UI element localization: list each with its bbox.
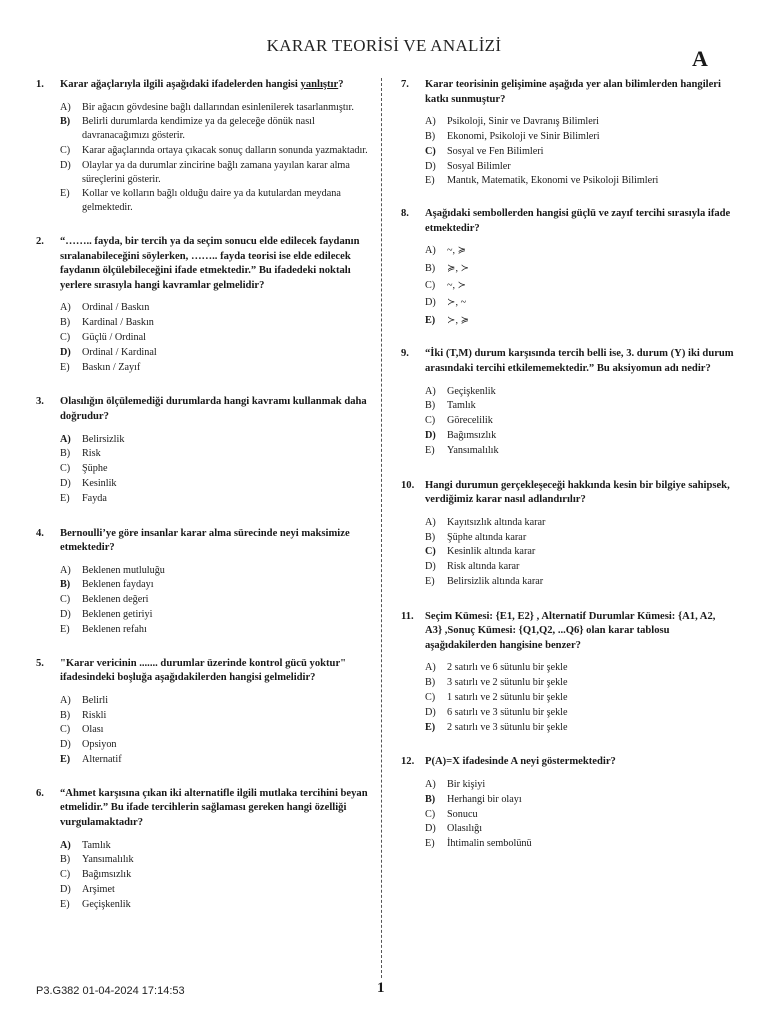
option-text: Baskın / Zayıf [82, 361, 141, 373]
option-text: Sosyal ve Fen Bilimleri [447, 145, 544, 157]
question-number: 4. [36, 527, 44, 539]
option-letter: E) [425, 575, 435, 587]
option-text: Riskli [82, 709, 107, 721]
option-letter: D) [60, 159, 71, 171]
answer-option [425, 721, 734, 735]
question-11 [401, 610, 734, 735]
option-text: Mantık, Matematik, Ekonomi ve Psikoloji Bilimleri [447, 175, 659, 187]
answer-option [425, 545, 734, 559]
question-number: 12. [401, 756, 415, 768]
answer-option [425, 691, 734, 705]
option-letter: B) [60, 854, 71, 866]
answer-options [60, 839, 369, 912]
answer-option [60, 898, 369, 912]
option-text: Geçişkenlik [82, 898, 131, 910]
answer-option [60, 564, 369, 578]
option-letter: E) [425, 444, 435, 456]
option-letter: A) [425, 245, 436, 257]
answer-option [425, 244, 734, 258]
question-5 [36, 657, 369, 767]
option-text: Tamlık [82, 839, 111, 851]
question-number: 1. [36, 79, 44, 90]
option-letter: C) [425, 692, 436, 704]
option-letter: D) [425, 160, 436, 172]
option-letter: A) [425, 385, 436, 397]
print-code: P3.G382 01-04-2024 17:14:53 [36, 985, 185, 997]
option-text: Psikoloji, Sinir ve Davranış Bilimleri [447, 116, 599, 128]
option-text: Güçlü / Ordinal [82, 331, 146, 343]
answer-option [60, 623, 369, 637]
option-text: Kayıtsızlık altında karar [447, 516, 546, 528]
option-text: Yansımalılık [447, 444, 499, 456]
answer-option [60, 709, 369, 723]
answer-option [425, 385, 734, 399]
option-letter: B) [425, 531, 436, 543]
page-number: 1 [377, 980, 385, 996]
answer-option [425, 808, 734, 822]
option-text: Kardinal / Baskın [82, 317, 154, 329]
answer-option [425, 296, 734, 310]
answer-option [425, 429, 734, 443]
answer-option [60, 447, 369, 461]
answer-option [425, 115, 734, 129]
option-text: Yansımalılık [82, 854, 134, 866]
option-letter: D) [425, 297, 436, 309]
exam-title: KARAR TEORİSİ VE ANALİZİ [266, 36, 502, 55]
question-number: 7. [401, 79, 409, 90]
option-text: Beklenen refahı [82, 623, 147, 635]
option-letter: C) [60, 463, 71, 475]
answer-options [425, 385, 734, 458]
option-text: Belirli durumlarda kendimize ya da geleceğe dönük nasıl davranacağımızı gösterir. [82, 116, 315, 142]
question-number: 6. [36, 787, 44, 799]
option-letter: C) [60, 144, 71, 156]
answer-option [425, 516, 734, 530]
answer-option [60, 477, 369, 491]
answer-option [425, 560, 734, 574]
option-text: Opsiyon [82, 739, 117, 751]
option-letter: E) [60, 361, 70, 373]
option-letter: E) [425, 721, 436, 733]
question-number: 9. [401, 348, 409, 360]
question-2 [36, 235, 369, 374]
question-stem: Seçim Kümesi: {E1, E2} , Alternatif Durumlar Kümesi: {A1, A2, A3} ,Sonuç Kümesi: {Q1,Q2, ...Q6} olan karar tablosu aşağıdakilerden hangisine benzer? [425, 610, 716, 651]
question-3 [36, 395, 369, 505]
answer-option [60, 462, 369, 476]
answer-option [60, 144, 369, 158]
answer-option [60, 593, 369, 607]
option-letter: B) [425, 262, 436, 274]
answer-option [425, 575, 734, 589]
option-text: Beklenen faydayı [82, 579, 154, 591]
question-number: 10. [401, 479, 415, 491]
answer-option [60, 316, 369, 330]
option-text: Ordinal / Baskın [82, 302, 150, 314]
option-letter: B) [60, 709, 71, 721]
option-letter: C) [425, 808, 436, 820]
option-letter: D) [425, 561, 436, 573]
option-text: Sonucu [447, 808, 478, 820]
option-text: Bir kişiyi [447, 779, 486, 791]
stem-text: Karar ağaçlarıyla ilgili aşağıdaki ifadelerden hangisi [60, 79, 301, 90]
question-7 [401, 78, 734, 188]
option-text: 6 satırlı ve 3 sütunlu bir şekle [447, 706, 568, 718]
option-text: Kollar ve kolların bağlı olduğu daire ya da kutulardan meydana gelmektedir. [82, 188, 341, 214]
option-letter: B) [425, 400, 436, 412]
column-divider [381, 78, 382, 978]
option-text: Ordinal / Kardinal [82, 346, 157, 358]
question-stem: “…….. fayda, bir tercih ya da seçim sonucu elde edilecek faydanın sıralanabileceğini söylerken, …….. fayda teorisi ise elde edilecek faydanın ölçülebileceğini ifade etmektedir.” Bu ifadedeki noktalı yerlere sırasıyla hangi kavramlar gelmelidir? [60, 235, 360, 291]
question-8 [401, 207, 734, 327]
option-text: Ekonomi, Psikoloji ve Sinir Bilimleri [447, 130, 600, 142]
answer-option [60, 187, 369, 215]
option-text: Tamlık [447, 400, 476, 412]
answer-option [60, 115, 369, 143]
option-text: ≽, ≻ [447, 262, 470, 274]
question-number: 5. [36, 657, 44, 669]
question-stem [60, 78, 369, 93]
option-letter: D) [425, 706, 436, 718]
answer-option [60, 101, 369, 115]
option-text: ~, ≽ [447, 245, 467, 257]
answer-option [60, 608, 369, 622]
answer-option [425, 414, 734, 428]
option-text: Kesinlik [82, 477, 117, 489]
question-12 [401, 755, 734, 851]
answer-options [60, 564, 369, 637]
option-letter: A) [60, 839, 71, 851]
option-letter: E) [425, 838, 435, 850]
option-letter: C) [60, 724, 71, 736]
option-text: Belirli [82, 694, 109, 706]
option-text: Olası [82, 724, 104, 736]
question-6 [36, 787, 369, 912]
answer-options [60, 433, 369, 506]
stem-underlined-word: yanlıştır [300, 79, 339, 90]
option-text: Belirsizlik [82, 433, 125, 445]
answer-option [425, 174, 734, 188]
option-letter: E) [60, 623, 70, 635]
option-text: Karar ağaçlarında ortaya çıkacak sonuç dalların sonunda yazmaktadır. [82, 144, 368, 156]
option-letter: E) [60, 898, 70, 910]
answer-option [60, 694, 369, 708]
option-text: 2 satırlı ve 3 sütunlu bir şekle [447, 721, 568, 733]
question-10 [401, 479, 734, 589]
option-text: Olasılığı [447, 823, 483, 835]
question-4 [36, 527, 369, 637]
option-text: 2 satırlı ve 6 sütunlu bir şekle [447, 662, 568, 674]
question-number: 8. [401, 208, 409, 220]
answer-option [425, 793, 734, 807]
option-text: Belirsizlik altında karar [447, 575, 544, 587]
option-text: Risk [82, 448, 101, 460]
option-text: 3 satırlı ve 2 sütunlu bir şekle [447, 677, 568, 689]
option-letter: C) [60, 869, 71, 881]
answer-options [425, 516, 734, 589]
option-text: Olaylar ya da durumlar zincirine bağlı zamana yayılan karar alma süreçlerini gösterir. [82, 159, 350, 185]
answer-options [425, 244, 734, 327]
option-letter: B) [60, 317, 71, 329]
option-text: Herhangi bir olayı [447, 793, 522, 805]
option-letter: E) [60, 188, 70, 200]
option-text: Şüphe altında karar [447, 531, 527, 543]
option-letter: B) [60, 116, 71, 128]
stem-punctuation: ? [338, 79, 344, 90]
option-letter: A) [60, 564, 71, 576]
answer-options [425, 661, 734, 734]
answer-option [425, 444, 734, 458]
option-letter: A) [425, 779, 436, 791]
question-stem: Hangi durumun gerçekleşeceği hakkında kesin bir bilgiye sahipsek, verdiğimiz karar nasıl adlandırılır? [425, 479, 730, 506]
answer-option [425, 706, 734, 720]
question-stem: Bernoulli’ye göre insanlar karar alma sürecinde neyi maksimize etmektedir? [60, 527, 350, 554]
option-letter: C) [425, 145, 436, 157]
option-letter: C) [60, 331, 71, 343]
answer-option [425, 160, 734, 174]
option-letter: B) [425, 793, 436, 805]
answer-option [425, 778, 734, 792]
option-letter: A) [60, 101, 71, 113]
answer-option [425, 145, 734, 159]
option-text: Sosyal Bilimler [447, 160, 511, 172]
option-letter: E) [425, 314, 436, 326]
option-text: Alternatif [82, 754, 122, 766]
left-column [36, 78, 369, 913]
answer-option [425, 531, 734, 545]
option-text: Beklenen getiriyi [82, 609, 153, 621]
option-text: Fayda [82, 492, 107, 504]
option-text: Bağımsızlık [82, 869, 132, 881]
option-letter: D) [425, 823, 436, 835]
answer-option [60, 883, 369, 897]
option-letter: D) [60, 477, 71, 489]
option-letter: C) [425, 415, 436, 427]
answer-option [60, 346, 369, 360]
answer-options [60, 694, 369, 767]
question-stem: “İki (T,M) durum karşısında tercih belli ise, 3. durum (Y) iki durum arasındaki tercihi etkilememektedir.” Bu aksiyomun adı nedir? [425, 348, 734, 374]
option-text: Beklenen değeri [82, 594, 149, 606]
answer-option [60, 433, 369, 447]
question-stem: Aşağıdaki sembollerden hangisi güçlü ve zayıf tercihi sırasıyla ifade etmektedir? [425, 208, 731, 234]
option-letter: B) [60, 448, 71, 460]
option-text: Görecelilik [447, 415, 493, 427]
right-column [401, 78, 734, 852]
question-9 [401, 347, 734, 457]
question-1 [36, 78, 369, 215]
answer-option [60, 839, 369, 853]
answer-option [425, 262, 734, 276]
option-text: Arşimet [82, 884, 115, 896]
option-letter: A) [60, 302, 71, 314]
question-stem: Karar teorisinin gelişimine aşağıda yer alan bilimlerden hangileri katkı sunmuştur? [425, 79, 721, 105]
option-text: ≻, ≽ [447, 314, 470, 326]
question-stem: Olasılığın ölçülemediği durumlarda hangi kavramı kullanmak daha doğrudur? [60, 396, 367, 422]
option-letter: B) [60, 579, 71, 591]
option-text: ≻, ~ [447, 297, 467, 309]
option-text: Risk altında karar [447, 561, 520, 573]
answer-option [425, 822, 734, 836]
option-letter: C) [425, 279, 436, 291]
option-letter: D) [60, 609, 71, 621]
answer-option [60, 753, 369, 767]
option-letter: A) [425, 116, 436, 128]
option-text: Bir ağacın gövdesine bağlı dallarından esinlenilerek tasarlanmıştır. [82, 101, 354, 113]
option-letter: A) [60, 433, 71, 445]
answer-option [425, 279, 734, 293]
option-letter: D) [60, 884, 71, 896]
question-stem: “Ahmet karşısına çıkan iki alternatifle ilgili mutlaka tercihini beyan etmelidir.” Bu ifade tercihlerin sağlaması gereken hangi özelliği vurgulamaktadır? [60, 787, 368, 829]
question-stem: "Karar vericinin ....... durumlar üzerinde kontrol gücü yoktur" ifadesindeki boşluğa aşağıdakilerden hangisi gelmelidir? [60, 657, 347, 684]
option-letter: B) [425, 130, 436, 142]
option-text: ~, ≻ [447, 279, 467, 291]
option-text: Bağımsızlık [447, 429, 497, 441]
option-letter: A) [425, 662, 436, 674]
question-number: 2. [36, 235, 44, 247]
option-text: Şüphe [82, 463, 108, 475]
option-letter: B) [425, 677, 436, 689]
option-letter: E) [60, 754, 71, 766]
answer-option [425, 676, 734, 690]
option-letter: D) [425, 429, 436, 441]
answer-options [425, 115, 734, 188]
option-text: Beklenen mutluluğu [82, 564, 165, 576]
answer-option [60, 578, 369, 592]
booklet-letter: A [692, 46, 708, 71]
option-letter: D) [60, 739, 71, 751]
answer-option [60, 331, 369, 345]
answer-option [425, 837, 734, 851]
answer-options [425, 778, 734, 851]
option-letter: A) [425, 516, 436, 528]
answer-option [425, 399, 734, 413]
option-text: Kesinlik altında karar [447, 546, 536, 558]
answer-options [60, 101, 369, 215]
option-letter: E) [60, 492, 70, 504]
answer-option [60, 723, 369, 737]
answer-option [60, 492, 369, 506]
option-letter: D) [60, 346, 71, 358]
answer-option [60, 868, 369, 882]
option-letter: C) [425, 546, 436, 558]
option-letter: C) [60, 594, 71, 606]
answer-options [60, 301, 369, 374]
option-letter: E) [425, 175, 435, 187]
question-stem: P(A)=X ifadesinde A neyi göstermektedir? [425, 756, 616, 768]
answer-option [60, 738, 369, 752]
answer-option [60, 853, 369, 867]
question-number: 3. [36, 396, 44, 408]
answer-option [425, 314, 734, 328]
answer-option [425, 130, 734, 144]
option-text: 1 satırlı ve 2 sütunlu bir şekle [447, 692, 568, 704]
question-number: 11. [401, 610, 414, 622]
option-letter: A) [60, 694, 71, 706]
answer-option [425, 661, 734, 675]
answer-option [60, 301, 369, 315]
option-text: İhtimalin sembolünü [447, 838, 532, 850]
option-text: Geçişkenlik [447, 385, 496, 397]
answer-option [60, 159, 369, 187]
answer-option [60, 361, 369, 375]
